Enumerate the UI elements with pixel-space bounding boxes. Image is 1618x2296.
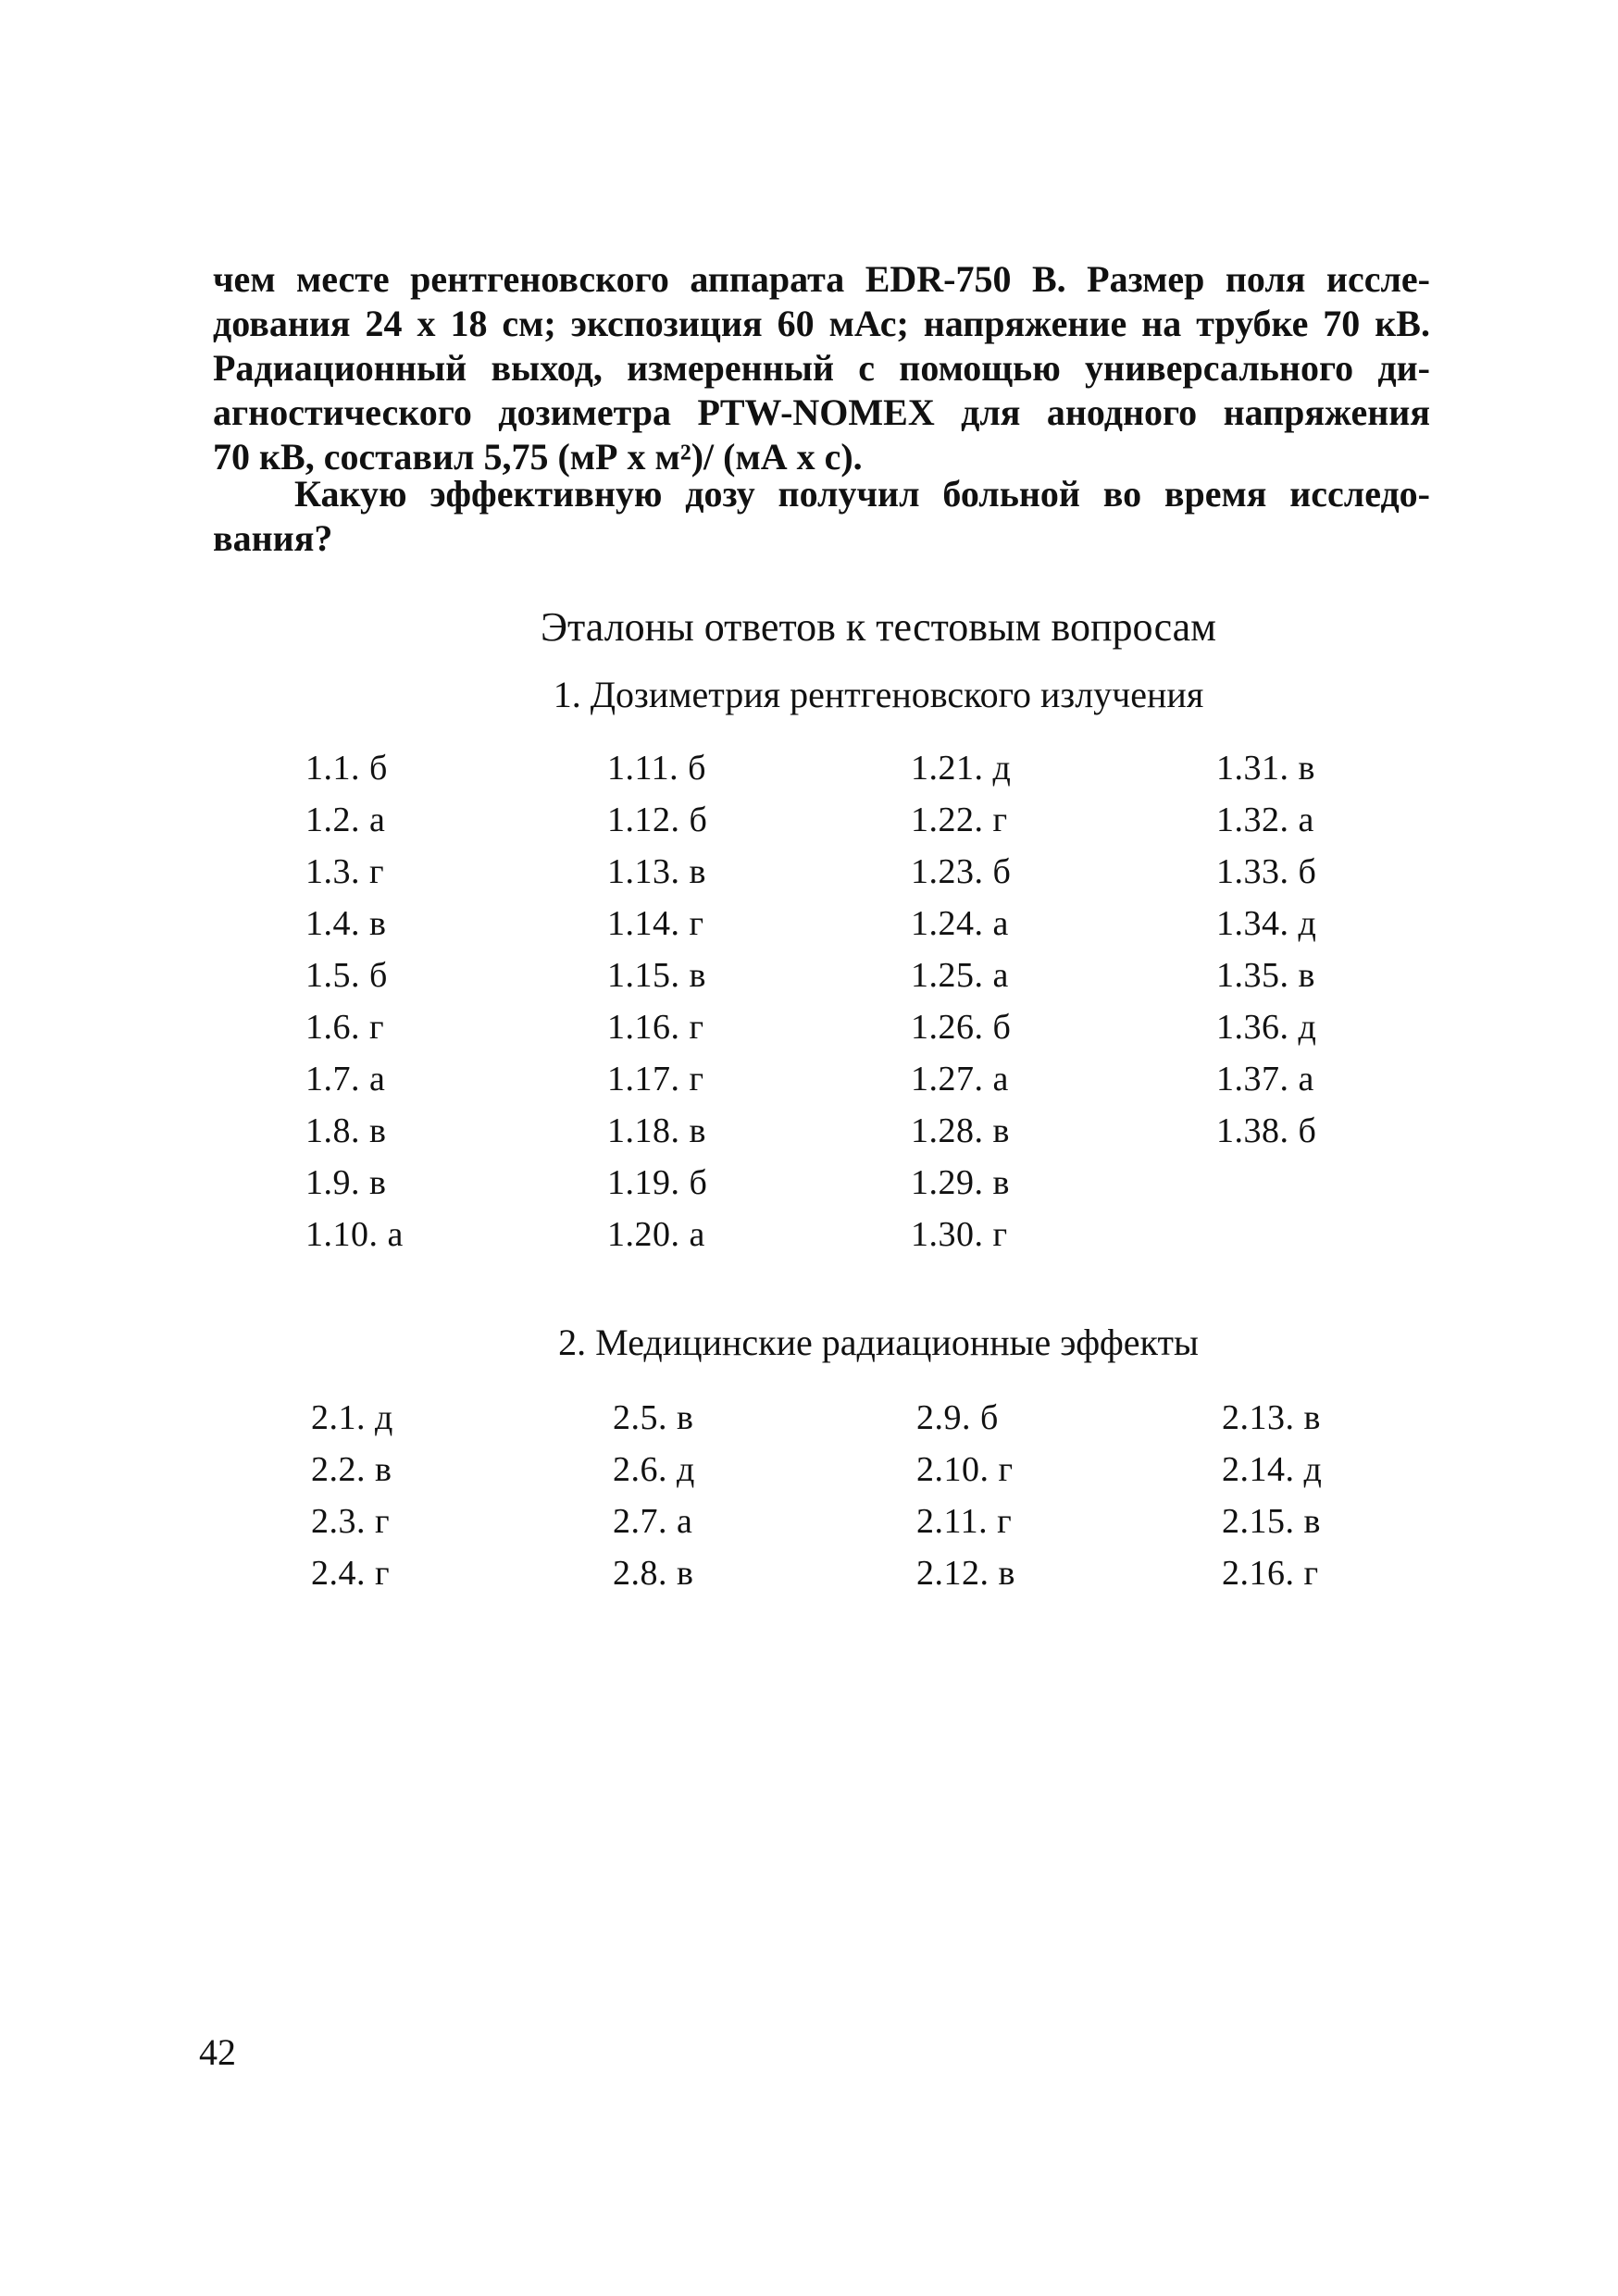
answer-item: 1.22. г [911, 800, 1008, 839]
text-line: 70 кВ, составил 5,75 (мР х м²)/ (мА х с). [213, 436, 863, 478]
answer-item: 1.20. а [607, 1215, 705, 1254]
answer-item: 1.10. а [305, 1215, 404, 1254]
page-number: 42 [199, 2031, 236, 2073]
question-paragraph [213, 472, 1430, 561]
answer-item: 1.7. а [305, 1060, 386, 1098]
answer-item: 1.11. б [607, 749, 706, 788]
section-1-heading: 1. Дозиметрия рентгеновского излучения [553, 674, 1204, 715]
answer-item: 1.36. д [1216, 1008, 1317, 1047]
answer-item: 2.4. г [311, 1554, 391, 1593]
text-line: Какую эффективную дозу получил больной во время исследо- [294, 473, 1430, 515]
answer-item: 1.24. а [911, 904, 1009, 943]
answer-item: 1.13. в [607, 852, 706, 891]
answer-item: 2.9. б [916, 1398, 999, 1437]
answer-item: 2.13. в [1222, 1398, 1321, 1437]
answer-item: 1.31. в [1216, 749, 1315, 788]
answer-item: 1.6. г [305, 1008, 385, 1047]
answer-item: 2.15. в [1222, 1502, 1321, 1541]
answer-item: 2.12. в [916, 1554, 1015, 1593]
answer-item: 1.25. а [911, 956, 1009, 995]
answer-item: 2.5. в [613, 1398, 694, 1437]
problem-text-paragraph [213, 257, 1430, 479]
answer-item: 2.3. г [311, 1502, 391, 1541]
answer-item: 1.30. г [911, 1215, 1008, 1254]
text-line: агностического дозиметра PTW-NOMEX для анодного напряжения [213, 391, 1430, 433]
answer-item: 1.4. в [305, 904, 387, 943]
section-2-answers [311, 1392, 1407, 1599]
answer-item: 1.32. а [1216, 800, 1314, 839]
answer-column [1216, 742, 1401, 1260]
answer-key-title: Эталоны ответов к тестовым вопросам [540, 604, 1217, 650]
answer-item: 1.23. б [911, 852, 1012, 891]
answer-item: 1.34. д [1216, 904, 1317, 943]
section-2-heading: 2. Медицинские радиационные эффекты [558, 1322, 1199, 1363]
answer-column [607, 742, 911, 1260]
answer-item: 1.26. б [911, 1008, 1012, 1047]
answer-item: 2.8. в [613, 1554, 694, 1593]
answer-item: 2.10. г [916, 1450, 1014, 1489]
answer-item: 1.19. б [607, 1163, 708, 1202]
answer-item: 1.15. в [607, 956, 706, 995]
text-line: вания? [213, 517, 333, 559]
answer-item: 1.12. б [607, 800, 708, 839]
answer-item: 2.14. д [1222, 1450, 1323, 1489]
answer-item: 2.1. д [311, 1398, 393, 1437]
answer-item: 1.2. а [305, 800, 386, 839]
answer-column [911, 742, 1216, 1260]
answer-item: 1.21. д [911, 749, 1012, 788]
answer-item: 1.17. г [607, 1060, 704, 1098]
answer-item: 1.18. в [607, 1111, 706, 1150]
answer-item: 2.11. г [916, 1502, 1013, 1541]
answer-item: 2.16. г [1222, 1554, 1319, 1593]
text-line: Радиационный выход, измеренный с помощью универсального ди- [213, 347, 1430, 389]
answer-item: 1.8. в [305, 1111, 387, 1150]
answer-item: 1.9. в [305, 1163, 387, 1202]
answer-item: 1.5. б [305, 956, 388, 995]
answer-item: 2.7. а [613, 1502, 693, 1541]
answer-item: 1.27. а [911, 1060, 1009, 1098]
answer-item: 1.28. в [911, 1111, 1010, 1150]
answer-column [1222, 1392, 1407, 1599]
answer-item: 1.38. б [1216, 1111, 1317, 1150]
answer-item: 1.14. г [607, 904, 704, 943]
answer-item: 2.2. в [311, 1450, 392, 1489]
answer-column [916, 1392, 1222, 1599]
answer-item: 1.16. г [607, 1008, 704, 1047]
answer-item: 1.29. в [911, 1163, 1010, 1202]
text-line: дования 24 х 18 см; экспозиция 60 мАс; напряжение на трубке 70 кВ. [213, 303, 1430, 344]
answer-item: 2.6. д [613, 1450, 695, 1489]
answer-column [311, 1392, 613, 1599]
answer-item: 1.37. а [1216, 1060, 1314, 1098]
answer-item: 1.33. б [1216, 852, 1317, 891]
answer-column [305, 742, 607, 1260]
text-line: чем месте рентгеновского аппарата EDR-750 В. Размер поля иссле- [213, 258, 1430, 300]
section-1-answers [305, 742, 1401, 1260]
answer-item: 1.35. в [1216, 956, 1315, 995]
answer-item: 1.3. г [305, 852, 385, 891]
answer-column [613, 1392, 916, 1599]
answer-item: 1.1. б [305, 749, 388, 788]
